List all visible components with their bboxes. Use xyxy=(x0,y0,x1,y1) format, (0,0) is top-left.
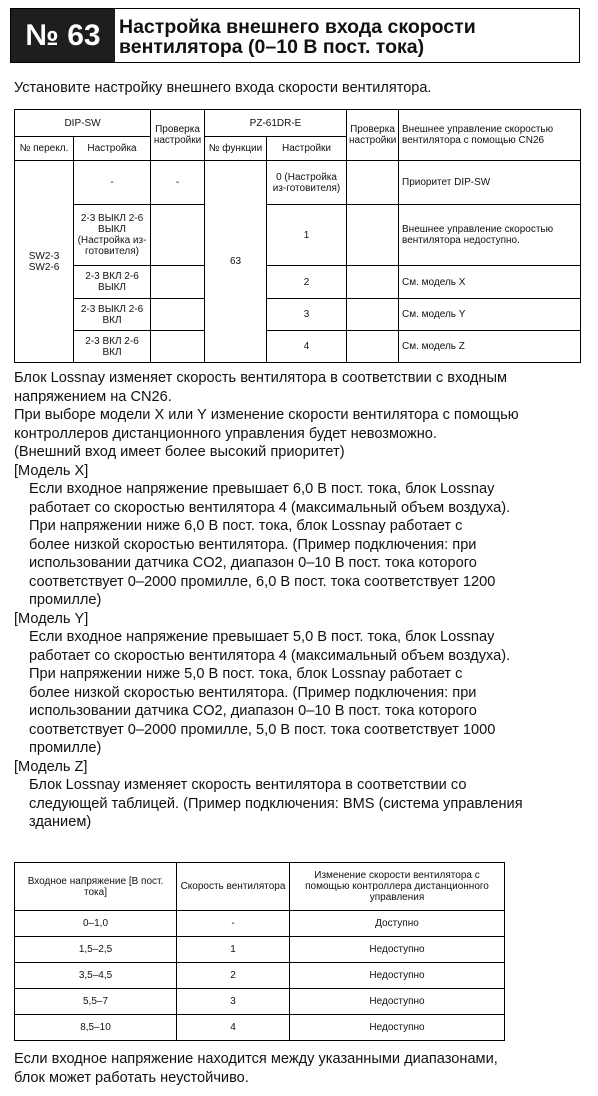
external-control-cell: См. модель Y xyxy=(399,299,581,331)
text-line: соответствует 0–2000 промилле, 6,0 В пост. тока соответствует 1200 xyxy=(29,573,496,590)
title-line-2: вентилятора (0–10 В пост. тока) xyxy=(119,36,425,58)
remote-cell: Недоступно xyxy=(290,989,505,1015)
remote-cell: Доступно xyxy=(290,911,505,937)
switch-cell: SW2-3 SW2-6 xyxy=(15,161,74,363)
check-cell xyxy=(347,299,399,331)
header-function-no: № функции xyxy=(205,137,267,161)
dip-setting-cell: 2-3 ВЫКЛ 2-6 ВЫКЛ (Настройка из-готовителя) xyxy=(74,205,151,266)
dip-setting-cell: - xyxy=(74,161,151,205)
model-x-label: [Модель X] xyxy=(14,462,89,479)
dip-setting-cell: 2-3 ВКЛ 2-6 ВЫКЛ xyxy=(74,266,151,299)
text-line: При выборе модели X или Y изменение скорости вентилятора с помощью xyxy=(14,407,519,423)
check-cell xyxy=(347,161,399,205)
header-dip-setting: Настройка xyxy=(74,137,151,161)
check-cell xyxy=(151,331,205,363)
pz-setting-cell: 3 xyxy=(267,299,347,331)
remote-cell: Недоступно xyxy=(290,1015,505,1041)
settings-table xyxy=(14,109,581,363)
header-pz61dr: PZ-61DR-E xyxy=(205,110,347,137)
section-title xyxy=(119,17,559,57)
text-line: напряжением на CN26. xyxy=(14,388,172,405)
model-y-label: [Модель Y] xyxy=(14,610,89,627)
remote-cell: Недоступно xyxy=(290,963,505,989)
text-line: соответствует 0–2000 промилле, 5,0 В пост. тока соответствует 1000 xyxy=(29,721,496,738)
text-line: работает со скоростью вентилятора 4 (максимальный объем воздуха). xyxy=(29,647,511,664)
footer-note xyxy=(14,1050,589,1087)
text-line: контроллеров дистанционного управления будет невозможно. xyxy=(14,425,437,442)
speed-cell: - xyxy=(177,911,290,937)
dip-setting-cell: 2-3 ВЫКЛ 2-6 ВКЛ xyxy=(74,299,151,331)
voltage-cell: 0–1,0 xyxy=(15,911,177,937)
description-block xyxy=(14,369,589,832)
check-cell xyxy=(347,331,399,363)
speed-cell: 1 xyxy=(177,937,290,963)
voltage-cell: 8,5–10 xyxy=(15,1015,177,1041)
text-line: Если входное напряжение превышает 5,0 В пост. тока, блок Lossnay xyxy=(29,629,495,645)
external-control-cell: Приоритет DIP-SW xyxy=(399,161,581,205)
check-cell xyxy=(151,266,205,299)
section-number: № 63 xyxy=(11,9,115,62)
header-check-2: Проверка настройки xyxy=(347,110,399,161)
model-z-label: [Модель Z] xyxy=(14,758,88,775)
external-control-cell: См. модель Z xyxy=(399,331,581,363)
check-cell xyxy=(151,205,205,266)
header-input-voltage: Входное напряжение [В пост. тока] xyxy=(15,863,177,911)
title-line-1: Настройка внешнего входа скорости xyxy=(119,16,476,38)
text-line: зданием) xyxy=(29,814,92,830)
check-cell xyxy=(347,205,399,266)
text-line: работает со скоростью вентилятора 4 (максимальный объем воздуха). xyxy=(29,499,511,516)
text-line: более низкой скоростью вентилятора. (Пример подключения: при xyxy=(29,684,477,701)
speed-cell: 3 xyxy=(177,989,290,1015)
speed-cell: 2 xyxy=(177,963,290,989)
text-line: Если входное напряжение превышает 6,0 В пост. тока, блок Lossnay xyxy=(29,481,495,497)
text-line: использовании датчика CO2, диапазон 0–10 В пост. тока которого xyxy=(29,555,477,571)
section-header xyxy=(10,8,580,63)
remote-cell: Недоступно xyxy=(290,937,505,963)
text-line: Блок Lossnay изменяет скорость вентилятора в соответствии с входным xyxy=(14,370,507,386)
check-cell xyxy=(347,266,399,299)
header-external-control: Внешнее управление скоростью вентилятора с помощью CN26 xyxy=(399,110,581,161)
header-check-1: Проверка настройки xyxy=(151,110,205,161)
pz-setting-cell: 0 (Настройка из-готовителя) xyxy=(267,161,347,205)
header-remote-control: Изменение скорости вентилятора с помощью контроллера дистанционного управления xyxy=(290,863,505,911)
text-line: При напряжении ниже 5,0 В пост. тока, блок Lossnay работает с xyxy=(29,666,463,682)
text-line: следующей таблицей. (Пример подключения: BMS (система управления xyxy=(29,795,523,812)
voltage-cell: 5,5–7 xyxy=(15,989,177,1015)
pz-setting-cell: 1 xyxy=(267,205,347,266)
header-switch-no: № перекл. xyxy=(15,137,74,161)
external-control-cell: См. модель X xyxy=(399,266,581,299)
header-dipsw: DIP-SW xyxy=(15,110,151,137)
voltage-cell: 1,5–2,5 xyxy=(15,937,177,963)
text-line: промилле) xyxy=(29,592,102,608)
text-line: промилле) xyxy=(29,740,102,756)
external-control-cell: Внешнее управление скоростью вентилятора недоступно. xyxy=(399,205,581,266)
model-z-table xyxy=(14,862,505,1041)
text-line: более низкой скоростью вентилятора. (Пример подключения: при xyxy=(29,536,477,553)
text-line: блок может работать неустойчиво. xyxy=(14,1069,249,1086)
voltage-cell: 3,5–4,5 xyxy=(15,963,177,989)
pz-setting-cell: 2 xyxy=(267,266,347,299)
dip-setting-cell: 2-3 ВКЛ 2-6 ВКЛ xyxy=(74,331,151,363)
text-line: При напряжении ниже 6,0 В пост. тока, блок Lossnay работает с xyxy=(29,518,463,534)
check-cell xyxy=(151,299,205,331)
header-fan-speed: Скорость вентилятора xyxy=(177,863,290,911)
text-line: использовании датчика CO2, диапазон 0–10 В пост. тока которого xyxy=(29,703,477,719)
intro-text: Установите настройку внешнего входа скорости вентилятора. xyxy=(14,80,432,96)
pz-setting-cell: 4 xyxy=(267,331,347,363)
text-line: (Внешний вход имеет более высокий приоритет) xyxy=(14,444,345,460)
text-line: Если входное напряжение находится между указанными диапазонами, xyxy=(14,1051,498,1067)
header-pz-setting: Настройки xyxy=(267,137,347,161)
function-no-cell: 63 xyxy=(205,161,267,363)
check-cell: - xyxy=(151,161,205,205)
text-line: Блок Lossnay изменяет скорость вентилятора в соответствии со xyxy=(29,777,467,793)
speed-cell: 4 xyxy=(177,1015,290,1041)
